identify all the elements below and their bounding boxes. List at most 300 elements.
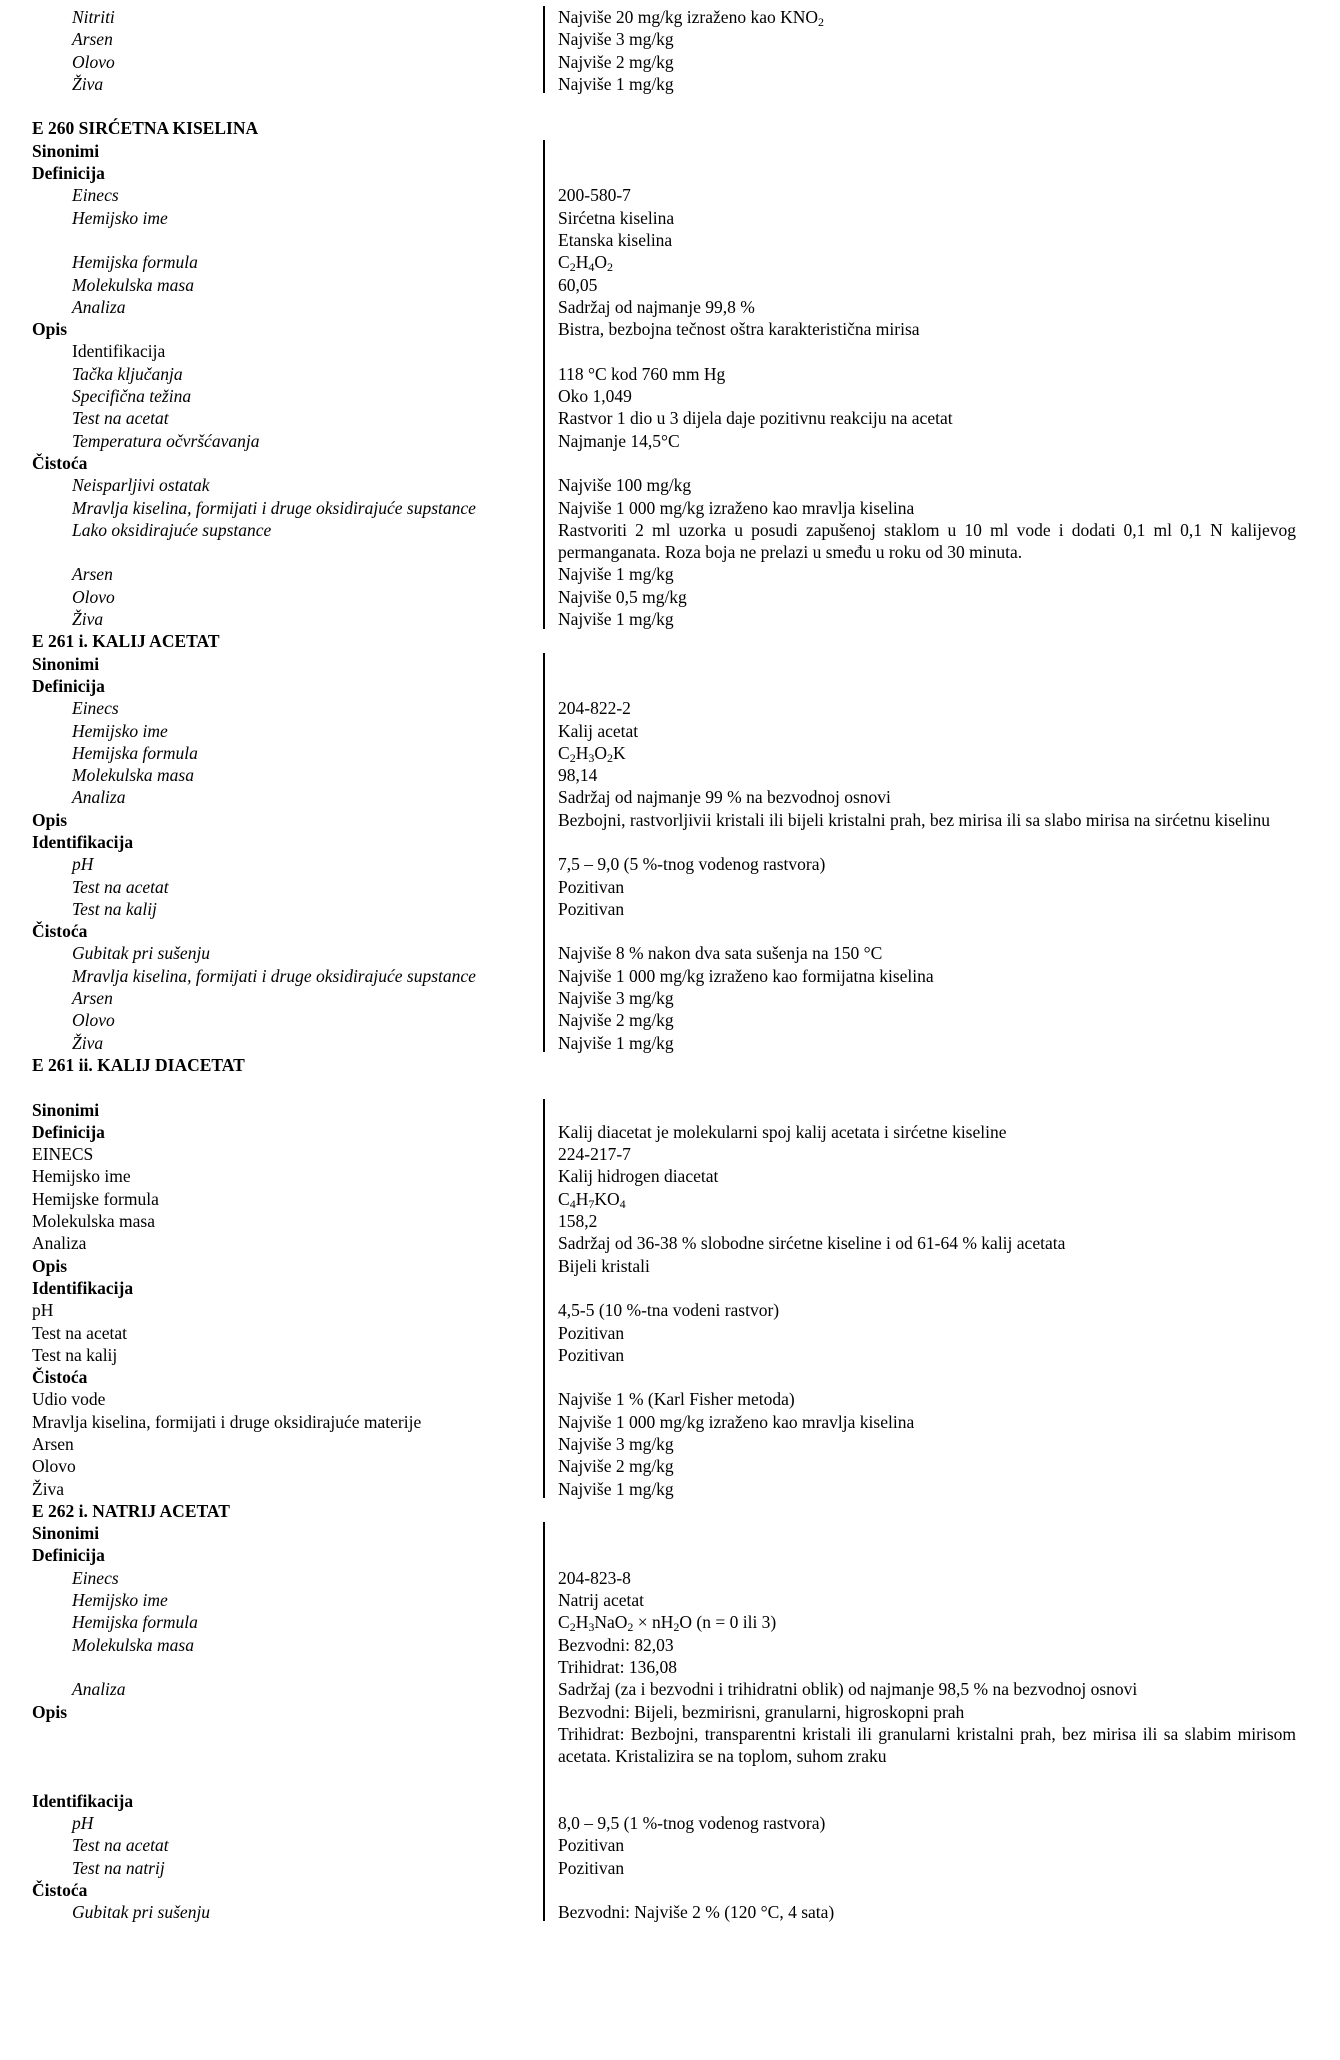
section-title <box>0 630 1340 652</box>
spec-row <box>0 1165 1340 1187</box>
spec-row <box>0 1433 1340 1455</box>
spec-value <box>558 296 1296 318</box>
value-text: Najviše 3 mg/kg <box>558 988 674 1009</box>
value-text: Najviše 1 % (Karl Fisher metoda) <box>558 1389 795 1410</box>
value-text: 4,5-5 (10 %-tna vodeni rastvor) <box>558 1300 780 1321</box>
spec-row <box>0 1009 1340 1031</box>
spec-value <box>558 653 1296 675</box>
additive-section <box>0 6 1340 95</box>
value-text: Pozitivan <box>558 898 625 919</box>
spec-row <box>0 720 1340 742</box>
spec-table <box>0 1522 1340 1923</box>
value-text: 8,0 – 9,5 (1 %-tnog vodenog rastvora) <box>558 1813 826 1834</box>
spec-row <box>0 675 1340 697</box>
spec-value <box>558 987 1296 1009</box>
subscript: 2 <box>569 1620 576 1635</box>
spec-label: Mravlja kiselina, formijati i druge oksidirajuće supstance <box>72 497 476 518</box>
spec-row <box>0 274 1340 296</box>
spec-value <box>558 251 1296 273</box>
spec-value <box>558 1544 1296 1566</box>
spec-label: Molekulska masa <box>72 1634 194 1655</box>
spec-value <box>558 1009 1296 1031</box>
spec-label: Mravlja kiselina, formijati i druge oksidirajuće materije <box>32 1411 422 1432</box>
spec-label: pH <box>72 854 94 875</box>
subscript: 4 <box>619 1196 626 1211</box>
spec-label: Tačka ključanja <box>72 363 183 384</box>
spec-value <box>558 942 1296 964</box>
value-text: K <box>612 742 626 763</box>
value-text: Bezbojni, rastvorljivii kristali ili bijeli kristalni prah, bez mirisa ili sa slabo mirisa na sirćetnu kiselinu <box>558 809 1271 830</box>
spec-row <box>0 1790 1340 1812</box>
spec-row <box>0 987 1340 1009</box>
value-text: Pozitivan <box>558 1344 625 1365</box>
spec-label: Olovo <box>72 1010 115 1031</box>
value-text: Trihidrat: 136,08 <box>558 1656 677 1677</box>
spec-row <box>0 1143 1340 1165</box>
value-text: C <box>558 252 570 273</box>
value-text: Najviše 0,5 mg/kg <box>558 586 687 607</box>
spec-label: Hemijske formula <box>32 1188 159 1209</box>
spec-label: Hemijska formula <box>72 252 198 273</box>
spec-label: Analiza <box>72 787 126 808</box>
spec-value <box>558 1388 1296 1410</box>
spec-label: Identifikacija <box>72 341 166 362</box>
value-text: 7,5 – 9,0 (5 %-tnog vodenog rastvora) <box>558 854 826 875</box>
value-text: O <box>594 252 607 273</box>
spec-label: Identifikacija <box>32 1277 134 1298</box>
value-text: Pozitivan <box>558 1857 625 1878</box>
value-text: Najviše 3 mg/kg <box>558 29 674 50</box>
spec-row <box>0 1723 1340 1768</box>
spec-label: Identifikacija <box>32 1790 134 1811</box>
column-divider <box>543 1522 545 1921</box>
value-text: O (n = 0 ili 3) <box>679 1612 777 1633</box>
subscript: 3 <box>588 750 595 765</box>
spec-row <box>0 1366 1340 1388</box>
spec-value <box>558 920 1296 942</box>
spec-row <box>0 385 1340 407</box>
section-title <box>0 1500 1340 1522</box>
spec-value <box>558 898 1296 920</box>
spacer <box>0 1076 1340 1098</box>
column-divider <box>543 653 545 1052</box>
subscript: 2 <box>606 750 613 765</box>
spec-value <box>558 608 1296 630</box>
spec-row <box>0 229 1340 251</box>
subscript: 3 <box>588 1620 595 1635</box>
spec-value <box>558 563 1296 585</box>
spec-row <box>0 608 1340 630</box>
spec-row <box>0 6 1340 28</box>
spec-label: Molekulska masa <box>32 1211 155 1232</box>
spec-value <box>558 1478 1296 1500</box>
spec-table <box>0 6 1340 95</box>
spec-value <box>558 1322 1296 1344</box>
spec-row <box>0 1411 1340 1433</box>
value-text: Najviše 20 mg/kg izraženo kao KNO <box>558 7 818 27</box>
spec-row <box>0 1232 1340 1254</box>
value-text: C <box>558 742 570 763</box>
spec-label: Neisparljivi ostatak <box>72 475 210 496</box>
spec-row <box>0 1767 1340 1789</box>
value-text: Najviše 1 mg/kg <box>558 609 674 630</box>
spec-label: Opis <box>32 809 68 830</box>
spec-label: Mravlja kiselina, formijati i druge oksidirajuće supstance <box>72 965 476 986</box>
value-text: Najviše 2 mg/kg <box>558 51 674 72</box>
spec-row <box>0 1455 1340 1477</box>
spec-value <box>558 497 1296 519</box>
spec-row <box>0 898 1340 920</box>
subscript: 4 <box>588 260 595 275</box>
spec-row <box>0 340 1340 362</box>
spec-row <box>0 184 1340 206</box>
value-text: NaO <box>594 1612 628 1633</box>
spec-value <box>558 385 1296 407</box>
spec-value <box>558 1790 1296 1812</box>
spec-row <box>0 1857 1340 1879</box>
spec-label: Čistoća <box>32 1879 88 1900</box>
spec-value <box>558 1879 1296 1901</box>
spec-label: Einecs <box>72 698 119 719</box>
spec-label: Einecs <box>72 185 119 206</box>
value-text: Najviše 1 000 mg/kg izraženo kao mravlja kiselina <box>558 1411 915 1432</box>
spec-label: Udio vode <box>32 1389 106 1410</box>
spec-value <box>558 162 1296 184</box>
value-text: Sadržaj od najmanje 99,8 % <box>558 296 755 317</box>
spec-row <box>0 430 1340 452</box>
spec-value <box>558 876 1296 898</box>
spec-row <box>0 1611 1340 1633</box>
spec-label: Analiza <box>72 296 126 317</box>
spec-value <box>558 274 1296 296</box>
spec-row <box>0 1589 1340 1611</box>
value-text: × nH <box>633 1612 674 1633</box>
spec-row <box>0 831 1340 853</box>
value-text: Bezvodni: Bijeli, bezmirisni, granularni, higroskopni prah <box>558 1701 965 1722</box>
value-text: H <box>575 252 589 273</box>
spec-value <box>558 1611 1296 1633</box>
spec-label: Živa <box>72 1032 104 1053</box>
spec-value <box>558 965 1296 987</box>
value-text: Najviše 1 000 mg/kg izraženo kao formijatna kiselina <box>558 965 934 986</box>
spec-row <box>0 586 1340 608</box>
value-text: Bijeli kristali <box>558 1255 650 1276</box>
spec-label: Identifikacija <box>32 831 134 852</box>
spec-value <box>558 1656 1296 1678</box>
spec-label: Hemijska formula <box>72 1612 198 1633</box>
spec-label: Analiza <box>32 1233 87 1254</box>
spec-label: Hemijska formula <box>72 742 198 763</box>
spec-value <box>558 720 1296 742</box>
spec-label: Definicija <box>32 1545 105 1566</box>
value-text: Najviše 3 mg/kg <box>558 1434 674 1454</box>
spec-value <box>558 1634 1296 1656</box>
spec-value <box>558 831 1296 853</box>
spec-label: Opis <box>32 1255 68 1276</box>
spec-label: Arsen <box>32 1434 74 1454</box>
spec-row <box>0 28 1340 50</box>
spec-label: Gubitak pri sušenju <box>72 943 211 964</box>
spec-label: Lako oksidirajuće supstance <box>72 519 272 540</box>
value-text: 158,2 <box>558 1211 598 1232</box>
spec-label: Definicija <box>32 1121 105 1142</box>
spec-row <box>0 318 1340 340</box>
spec-row <box>0 876 1340 898</box>
spec-row <box>0 1344 1340 1366</box>
section-title <box>0 1054 1340 1076</box>
spec-label: Molekulska masa <box>72 765 194 786</box>
spec-value <box>558 1299 1296 1321</box>
spec-label: Hemijsko ime <box>72 720 168 741</box>
spec-row <box>0 1522 1340 1544</box>
value-text: 204-822-2 <box>558 698 631 719</box>
spec-label: Čistoća <box>32 452 88 473</box>
value-text: Sadržaj od najmanje 99 % na bezvodnoj osnovi <box>558 787 891 808</box>
value-text: Sadržaj (za i bezvodni i trihidratni oblik) od najmanje 98,5 % na bezvodnoj osnovi <box>558 1679 1138 1700</box>
spec-value <box>558 1901 1296 1923</box>
value-text: Najviše 1 mg/kg <box>558 1478 674 1499</box>
column-divider <box>543 1099 545 1498</box>
spec-label: Živa <box>72 609 104 630</box>
spec-value <box>558 1277 1296 1299</box>
spec-label: Gubitak pri sušenju <box>72 1902 211 1923</box>
spec-value <box>558 6 1296 28</box>
spec-value <box>558 207 1296 229</box>
spec-row <box>0 407 1340 429</box>
spec-value <box>558 140 1296 162</box>
spec-value <box>558 1433 1296 1455</box>
spec-value <box>558 407 1296 429</box>
spec-row <box>0 51 1340 73</box>
spec-row <box>0 73 1340 95</box>
spec-row <box>0 1322 1340 1344</box>
spacer <box>0 95 1340 117</box>
spec-value <box>558 1210 1296 1232</box>
column-divider <box>543 140 545 629</box>
spec-row <box>0 1701 1340 1723</box>
value-text: Rastvoriti 2 ml uzorka u posudi zapušenoj staklom u 10 ml vode i dodati 0,1 ml 0,1 N kalijevog permanganata. Roza boja ne prelazi u smeđu u roku od 30 minuta. <box>558 519 1296 563</box>
value-text: 224-217-7 <box>558 1144 631 1165</box>
spec-row <box>0 1812 1340 1834</box>
value-text: Najviše 100 mg/kg <box>558 475 692 496</box>
value-text: Najviše 1 000 mg/kg izraženo kao mravlja kiselina <box>558 497 915 518</box>
spec-value <box>558 1232 1296 1254</box>
spec-row <box>0 809 1340 831</box>
spec-row <box>0 251 1340 273</box>
spec-label: Definicija <box>32 163 105 184</box>
spec-label: Molekulska masa <box>72 274 194 295</box>
subscript: 2 <box>569 750 576 765</box>
spec-row <box>0 563 1340 585</box>
spec-value <box>558 452 1296 474</box>
value-text: O <box>594 742 607 763</box>
spec-value <box>558 229 1296 251</box>
spec-value <box>558 809 1296 831</box>
spec-label: Arsen <box>72 564 113 585</box>
value-text: Najviše 1 mg/kg <box>558 73 674 94</box>
spec-value <box>558 1165 1296 1187</box>
value-text: Najmanje 14,5°C <box>558 430 680 451</box>
spec-value <box>558 1678 1296 1700</box>
additive-section <box>0 117 1340 630</box>
spec-row <box>0 697 1340 719</box>
section-title-text: E 261 ii. KALIJ DIACETAT <box>32 1054 245 1075</box>
spec-label: Test na kalij <box>32 1344 118 1365</box>
spec-row <box>0 942 1340 964</box>
spec-value <box>558 697 1296 719</box>
spec-label: Arsen <box>72 988 113 1009</box>
spec-row <box>0 1901 1340 1923</box>
spec-label: Hemijsko ime <box>32 1166 131 1187</box>
subscript: 2 <box>673 1620 680 1635</box>
spec-table <box>0 140 1340 631</box>
spec-row <box>0 207 1340 229</box>
spec-value <box>558 1767 1296 1789</box>
spec-row <box>0 519 1340 564</box>
value-text: Kalij diacetat je molekularni spoj kalij acetata i sirćetne kiseline <box>558 1121 1007 1142</box>
value-text: Natrij acetat <box>558 1590 644 1611</box>
spec-row <box>0 1210 1340 1232</box>
spec-label: Hemijsko ime <box>72 207 168 228</box>
section-title-text: E 262 i. NATRIJ ACETAT <box>32 1500 230 1521</box>
column-divider <box>543 6 545 93</box>
value-text: Oko 1,049 <box>558 386 632 407</box>
spec-label: Test na acetat <box>72 876 169 897</box>
value-text: Rastvor 1 dio u 3 dijela daje pozitivnu reakciju na acetat <box>558 408 953 429</box>
spec-value <box>558 184 1296 206</box>
spec-label: Sinonimi <box>32 1523 100 1544</box>
spec-value <box>558 1857 1296 1879</box>
spec-value <box>558 586 1296 608</box>
spec-value <box>558 318 1296 340</box>
spec-row <box>0 653 1340 675</box>
value-text: Bistra, bezbojna tečnost oštra karakteristična mirisa <box>558 319 920 340</box>
additive-section <box>0 630 1340 1054</box>
spec-row <box>0 764 1340 786</box>
value-text: 118 °C kod 760 mm Hg <box>558 363 726 384</box>
value-text: Najviše 8 % nakon dva sata sušenja na 150 °C <box>558 943 883 964</box>
spec-value <box>558 1589 1296 1611</box>
spec-row <box>0 786 1340 808</box>
value-text: Bezvodni: Najviše 2 % (120 °C, 4 sata) <box>558 1902 835 1923</box>
spec-value <box>558 1143 1296 1165</box>
spec-row <box>0 1388 1340 1410</box>
subscript: 4 <box>569 1196 576 1211</box>
spec-row <box>0 1255 1340 1277</box>
spec-value <box>558 1032 1296 1054</box>
additive-section <box>0 1054 1340 1500</box>
spec-row <box>0 1277 1340 1299</box>
value-text: C <box>558 1188 570 1209</box>
spec-row <box>0 363 1340 385</box>
spec-value <box>558 1834 1296 1856</box>
value-text: Najviše 2 mg/kg <box>558 1010 674 1031</box>
section-title-text: E 260 SIRĆETNA KISELINA <box>32 118 259 139</box>
spec-value <box>558 742 1296 764</box>
value-text: 200-580-7 <box>558 185 631 206</box>
value-text: H <box>575 1188 589 1209</box>
value-text: Kalij acetat <box>558 720 639 741</box>
spec-label: Specifična težina <box>72 386 192 407</box>
spec-label: Definicija <box>32 675 105 696</box>
value-text: H <box>575 1612 589 1633</box>
value-text: KO <box>594 1188 620 1209</box>
spec-table <box>0 1099 1340 1500</box>
section-title-text: E 261 i. KALIJ ACETAT <box>32 631 220 652</box>
spec-label: Opis <box>32 1701 68 1722</box>
spec-label: Test na kalij <box>72 898 157 919</box>
spec-row <box>0 497 1340 519</box>
spec-label: Test na acetat <box>72 408 169 429</box>
spec-row <box>0 1656 1340 1678</box>
spec-value <box>558 1701 1296 1723</box>
spec-value <box>558 1121 1296 1143</box>
spec-value <box>558 853 1296 875</box>
spec-row <box>0 1544 1340 1566</box>
spec-value <box>558 1455 1296 1477</box>
spec-value <box>558 1411 1296 1433</box>
spec-label: Test na acetat <box>72 1835 169 1856</box>
spec-row <box>0 965 1340 987</box>
spec-row <box>0 742 1340 764</box>
spec-label: Test na acetat <box>32 1322 127 1343</box>
spec-value <box>558 1188 1296 1210</box>
value-text: Trihidrat: Bezbojni, transparentni kristali ili granularni kristalni prah, bez mirisa ili sa slabim mirisom acetata. Kristalizira se na toplom, suhom zraku <box>558 1723 1296 1767</box>
spec-value <box>558 1522 1296 1544</box>
spec-value <box>558 1366 1296 1388</box>
value-text: Etanska kiselina <box>558 229 673 250</box>
spec-label: Analiza <box>72 1679 126 1700</box>
value-text: Najviše 1 mg/kg <box>558 564 674 585</box>
spec-row <box>0 1188 1340 1210</box>
spec-label: pH <box>32 1300 54 1321</box>
spec-row <box>0 1634 1340 1656</box>
subscript: 7 <box>588 1196 595 1211</box>
spec-row <box>0 162 1340 184</box>
value-text: Sirćetna kiselina <box>558 207 675 228</box>
value-text: 98,14 <box>558 765 598 786</box>
spec-value <box>558 1255 1296 1277</box>
value-text: 204-823-8 <box>558 1567 631 1588</box>
spec-row <box>0 140 1340 162</box>
spec-row <box>0 1478 1340 1500</box>
spec-label: Nitriti <box>72 7 115 27</box>
spec-value <box>558 73 1296 95</box>
spec-row <box>0 1032 1340 1054</box>
spec-label: Test na natrij <box>72 1857 165 1878</box>
spec-label: Sinonimi <box>32 653 100 674</box>
subscript: 2 <box>627 1620 634 1635</box>
section-title <box>0 117 1340 139</box>
spec-value <box>558 786 1296 808</box>
spec-value <box>558 28 1296 50</box>
spec-value <box>558 363 1296 385</box>
value-text: Najviše 2 mg/kg <box>558 1456 674 1477</box>
spec-label: Hemijsko ime <box>72 1590 168 1611</box>
spec-label: Arsen <box>72 29 113 50</box>
spec-label: Temperatura očvršćavanja <box>72 430 260 451</box>
spec-row <box>0 1879 1340 1901</box>
spec-label: Čistoća <box>32 1367 88 1388</box>
spec-value <box>558 1723 1296 1768</box>
spec-label: Olovo <box>32 1456 76 1477</box>
document-page <box>0 6 1340 1924</box>
value-text: Pozitivan <box>558 1322 625 1343</box>
spec-row <box>0 474 1340 496</box>
spec-label: Živa <box>72 73 104 94</box>
spec-value <box>558 1099 1296 1121</box>
value-text: Sadržaj od 36-38 % slobodne sirćetne kiseline i od 61-64 % kalij acetata <box>558 1233 1066 1254</box>
